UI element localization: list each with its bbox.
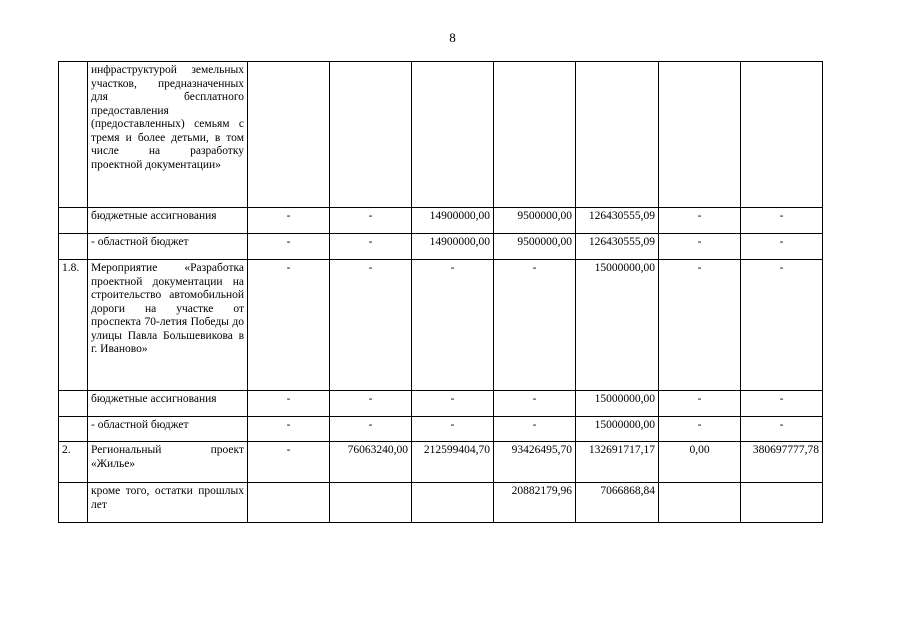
cell-value [659,483,741,523]
cell-value: 7066868,84 [576,483,659,523]
cell-value: - [741,417,823,442]
cell-value: 380697777,78 [741,442,823,483]
cell-value: - [741,208,823,234]
cell-value: 15000000,00 [576,391,659,417]
table-row [59,442,823,483]
cell-value: - [412,391,494,417]
cell-value [659,62,741,208]
row-index [59,234,88,260]
table-row [59,483,823,523]
row-index [59,208,88,234]
cell-value: - [330,234,412,260]
cell-value: 76063240,00 [330,442,412,483]
row-description: - областной бюджет [88,234,248,260]
cell-value: - [248,234,330,260]
row-index: 2. [59,442,88,483]
cell-value [576,62,659,208]
table-row [59,391,823,417]
cell-value: - [330,391,412,417]
cell-value [741,62,823,208]
cell-value: - [494,391,576,417]
budget-table [58,61,823,523]
cell-value: 126430555,09 [576,208,659,234]
cell-value [412,62,494,208]
cell-value: 14900000,00 [412,234,494,260]
row-description: бюджетные ассигнования [88,208,248,234]
table-row [59,234,823,260]
row-description: - областной бюджет [88,417,248,442]
cell-value: - [412,260,494,391]
cell-value: - [412,417,494,442]
row-description: кроме того, остатки прошлых лет [88,483,248,523]
cell-value: 126430555,09 [576,234,659,260]
row-index [59,483,88,523]
cell-value [494,62,576,208]
row-description: бюджетные ассигнования [88,391,248,417]
cell-value: - [330,260,412,391]
cell-value: - [248,442,330,483]
cell-value [741,483,823,523]
cell-value [412,483,494,523]
row-index [59,62,88,208]
cell-value: - [330,208,412,234]
cell-value: 212599404,70 [412,442,494,483]
table-row [59,62,823,208]
cell-value: - [248,391,330,417]
cell-value: - [659,391,741,417]
cell-value: 9500000,00 [494,234,576,260]
cell-value: - [659,234,741,260]
cell-value: - [494,260,576,391]
cell-value: 132691717,17 [576,442,659,483]
table-row [59,208,823,234]
cell-value: 15000000,00 [576,417,659,442]
cell-value: 0,00 [659,442,741,483]
cell-value: 15000000,00 [576,260,659,391]
cell-value: 93426495,70 [494,442,576,483]
cell-value: 14900000,00 [412,208,494,234]
row-description: инфраструктурой земельных участков, предназначенных для бесплатного предоставления (предоставленных) семьям с тремя и более детьми, в том числе на разработку проектной документации» [88,62,248,208]
row-index: 1.8. [59,260,88,391]
cell-value: - [494,417,576,442]
cell-value [248,62,330,208]
cell-value: - [248,417,330,442]
cell-value: - [330,417,412,442]
cell-value [330,62,412,208]
cell-value: - [741,391,823,417]
cell-value: - [659,260,741,391]
cell-value: - [659,208,741,234]
page-number: 8 [449,30,456,45]
table-row [59,417,823,442]
cell-value [330,483,412,523]
row-index [59,417,88,442]
table-row [59,260,823,391]
cell-value: - [248,208,330,234]
row-index [59,391,88,417]
row-description: Региональный проект «Жилье» [88,442,248,483]
cell-value: 20882179,96 [494,483,576,523]
cell-value [248,483,330,523]
cell-value: - [741,234,823,260]
cell-value: - [248,260,330,391]
row-description: Мероприятие «Разработка проектной документации на строительство автомобильной дороги на участке от проспекта 70-летия Победы до улицы Павла Большевикова в г. Иваново» [88,260,248,391]
cell-value: 9500000,00 [494,208,576,234]
cell-value: - [741,260,823,391]
cell-value: - [659,417,741,442]
